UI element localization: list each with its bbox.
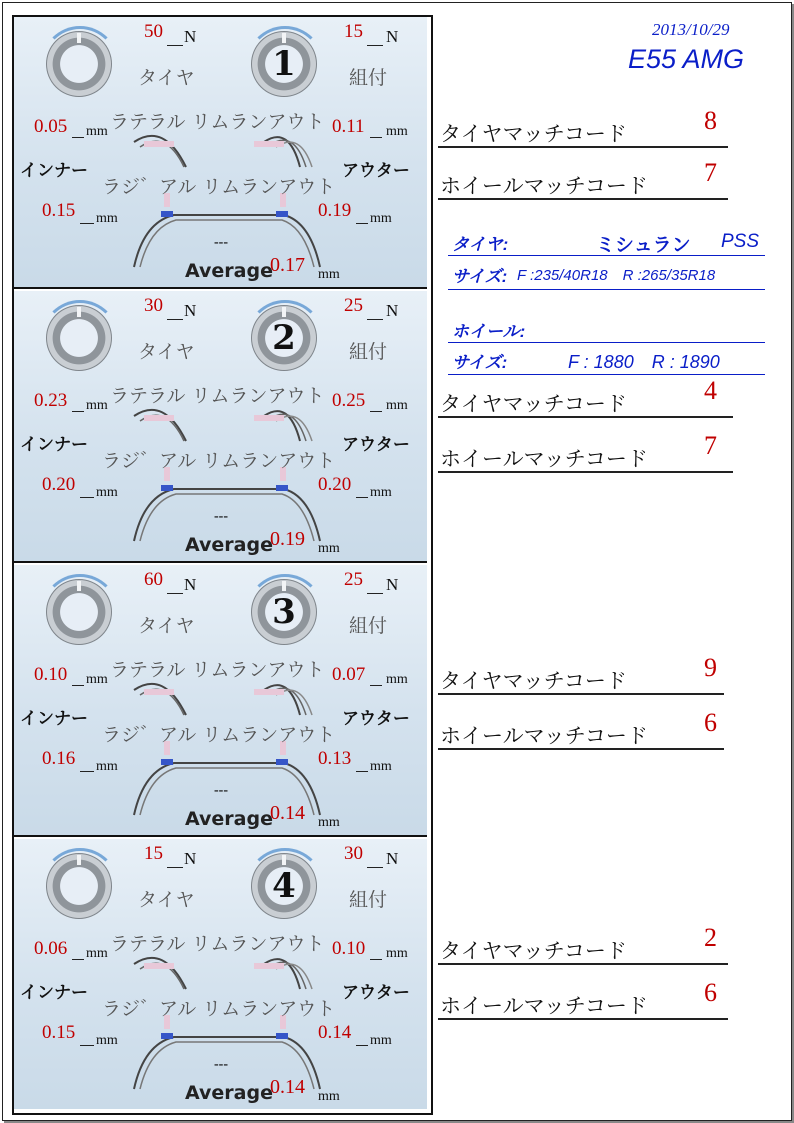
lateral-outer-unit: mm [386, 672, 408, 687]
lateral-outer-value: 0.25 [332, 390, 366, 411]
lateral-outer-unit: mm [386, 398, 408, 413]
tire-label: タイヤ [138, 889, 195, 911]
assembled-n-value: 30 [344, 843, 363, 864]
outer-label: アウター [342, 709, 410, 729]
wheel-match-label: ホイールマッチコード [440, 447, 648, 471]
inner-label: インナー [20, 983, 88, 1003]
dash-label: --- [214, 783, 228, 798]
wheel-match-label: ホイールマッチコード [440, 724, 648, 748]
lateral-inner-underline [72, 959, 84, 960]
tire-match-line [438, 963, 728, 965]
assembled-label: 組付 [349, 67, 388, 89]
radial-outer-value: 0.14 [318, 1022, 352, 1043]
tire-match-value: 4 [704, 376, 717, 405]
radial-outer-unit: mm [370, 1033, 392, 1048]
wheel-number: 3 [272, 592, 296, 632]
assembled-n-value: 25 [344, 569, 363, 590]
wheel-size-label: サイズ: [452, 353, 508, 372]
radial-inner-value: 0.16 [42, 748, 76, 769]
wheel-match-label: ホイールマッチコード [440, 174, 648, 198]
average-unit: mm [318, 1089, 340, 1104]
tire-n-value: 30 [144, 295, 163, 316]
lateral-runout-label: ラテラル リムランアウト [110, 111, 325, 133]
assembled-n-value: 15 [344, 21, 363, 42]
radial-runout-label: ラジ゛アル リムランアウト [102, 450, 336, 472]
wheel-size-value: F : 1880 R : 1890 [568, 352, 720, 372]
tire-n-value: 50 [144, 21, 163, 42]
header-date: 2013/10/29 [652, 20, 730, 39]
radial-inner-underline [80, 223, 94, 224]
radial-outer-value: 0.20 [318, 474, 352, 495]
average-label: Average [185, 260, 273, 282]
tire-match-label: タイヤマッチコード [440, 122, 627, 146]
outer-label: アウター [342, 435, 410, 455]
tire-label: タイヤ [138, 615, 195, 637]
size-label: サイズ: [452, 267, 508, 286]
assembled-n-unit: N [386, 27, 399, 46]
wheel-match-value: 6 [704, 978, 717, 1007]
average-value: 0.14 [270, 1076, 305, 1098]
tire-brand: ミシュラン [596, 235, 691, 256]
radial-outer-underline [356, 771, 368, 772]
lateral-outer-unit: mm [386, 124, 408, 139]
assembled-n-unit: N [386, 575, 399, 594]
tire-n-unit: N [184, 301, 197, 320]
lateral-outer-value: 0.11 [332, 116, 365, 137]
lateral-inner-unit: mm [86, 124, 108, 139]
tire-match-line [438, 416, 733, 418]
radial-inner-value: 0.15 [42, 1022, 76, 1043]
average-value: 0.17 [270, 254, 305, 276]
radial-inner-value: 0.15 [42, 200, 76, 221]
tire-n-value: 15 [144, 843, 163, 864]
average-label: Average [185, 534, 273, 556]
tire-match-label: タイヤマッチコード [440, 939, 627, 963]
tire-n-unit: N [184, 849, 197, 868]
wheel-label: ホイール: [452, 322, 526, 341]
tire-match-label: タイヤマッチコード [440, 669, 627, 693]
wheel-panel-4 [14, 839, 427, 1109]
lateral-inner-value: 0.23 [34, 390, 68, 411]
inner-label: インナー [20, 161, 88, 181]
dash-label: --- [214, 509, 228, 524]
tire-match-line [438, 693, 724, 695]
wheel-panel-2 [14, 291, 427, 563]
tire-match-value: 2 [704, 923, 717, 952]
lateral-inner-unit: mm [86, 398, 108, 413]
wheel-panel-1 [14, 17, 427, 289]
average-label: Average [185, 808, 273, 830]
tire-label: タイヤ [138, 67, 195, 89]
assembled-label: 組付 [349, 615, 388, 637]
lateral-outer-value: 0.10 [332, 938, 366, 959]
lateral-outer-underline [370, 411, 382, 412]
radial-runout-label: ラジ゛アル リムランアウト [102, 724, 336, 746]
radial-outer-underline [356, 1045, 368, 1046]
tire-match-line [438, 146, 728, 148]
assembled-n-unit: N [386, 849, 399, 868]
lateral-runout-label: ラテラル リムランアウト [110, 385, 325, 407]
lateral-outer-underline [370, 137, 382, 138]
tire-match-value: 9 [704, 653, 717, 682]
radial-inner-underline [80, 1045, 94, 1046]
wheel-match-line [438, 471, 733, 473]
dash-label: --- [214, 235, 228, 250]
average-unit: mm [318, 267, 340, 282]
tire-n-value: 60 [144, 569, 163, 590]
wheel-match-value: 7 [704, 431, 717, 460]
dash-label: --- [214, 1057, 228, 1072]
inner-label: インナー [20, 709, 88, 729]
lateral-outer-value: 0.07 [332, 664, 366, 685]
tire-label: タイヤ [138, 341, 195, 363]
radial-outer-underline [356, 497, 368, 498]
wheel-size-line [448, 374, 765, 375]
lateral-inner-value: 0.06 [34, 938, 68, 959]
wheel-match-value: 6 [704, 708, 717, 737]
tire-model: PSS [721, 231, 760, 252]
wheel-match-line [438, 198, 728, 200]
radial-inner-unit: mm [96, 759, 118, 774]
lateral-runout-label: ラテラル リムランアウト [110, 933, 325, 955]
lateral-inner-underline [72, 411, 84, 412]
lateral-inner-unit: mm [86, 946, 108, 961]
outer-label: アウター [342, 161, 410, 181]
radial-runout-label: ラジ゛アル リムランアウト [102, 176, 336, 198]
wheel-number: 2 [272, 318, 296, 358]
assembled-label: 組付 [349, 889, 388, 911]
average-unit: mm [318, 815, 340, 830]
lateral-inner-underline [72, 137, 84, 138]
tire-n-unit: N [184, 27, 197, 46]
lateral-inner-unit: mm [86, 672, 108, 687]
assembled-label: 組付 [349, 341, 388, 363]
lateral-runout-label: ラテラル リムランアウト [110, 659, 325, 681]
radial-outer-unit: mm [370, 485, 392, 500]
radial-inner-unit: mm [96, 485, 118, 500]
tire-match-label: タイヤマッチコード [440, 392, 627, 416]
average-unit: mm [318, 541, 340, 556]
radial-inner-underline [80, 771, 94, 772]
radial-outer-unit: mm [370, 759, 392, 774]
tire-label: タイヤ: [452, 235, 509, 254]
radial-inner-underline [80, 497, 94, 498]
wheel-match-line [438, 1018, 728, 1020]
wheel-match-line [438, 748, 724, 750]
wheel-number: 1 [272, 44, 296, 84]
size-line [448, 289, 765, 290]
radial-inner-unit: mm [96, 1033, 118, 1048]
inner-label: インナー [20, 435, 88, 455]
wheel-panel-3 [14, 565, 427, 837]
radial-runout-label: ラジ゛アル リムランアウト [102, 998, 336, 1020]
assembled-n-value: 25 [344, 295, 363, 316]
average-value: 0.19 [270, 528, 305, 550]
tire-line [448, 255, 765, 256]
radial-outer-value: 0.13 [318, 748, 352, 769]
wheel-number: 4 [272, 866, 296, 906]
radial-outer-unit: mm [370, 211, 392, 226]
wheel-match-label: ホイールマッチコード [440, 994, 648, 1018]
assembled-n-unit: N [386, 301, 399, 320]
lateral-inner-underline [72, 685, 84, 686]
wheel-match-value: 7 [704, 158, 717, 187]
lateral-outer-unit: mm [386, 946, 408, 961]
size-value: F :235/40R18 R :265/35R18 [517, 267, 716, 284]
average-value: 0.14 [270, 802, 305, 824]
radial-inner-unit: mm [96, 211, 118, 226]
radial-outer-value: 0.19 [318, 200, 352, 221]
lateral-inner-value: 0.05 [34, 116, 68, 137]
average-label: Average [185, 1082, 273, 1104]
wheel-line [448, 342, 765, 343]
lateral-outer-underline [370, 959, 382, 960]
outer-label: アウター [342, 983, 410, 1003]
header-model: E55 AMG [628, 44, 745, 74]
lateral-inner-value: 0.10 [34, 664, 68, 685]
radial-inner-value: 0.20 [42, 474, 76, 495]
radial-outer-underline [356, 223, 368, 224]
tire-match-value: 8 [704, 106, 717, 135]
lateral-outer-underline [370, 685, 382, 686]
tire-n-unit: N [184, 575, 197, 594]
